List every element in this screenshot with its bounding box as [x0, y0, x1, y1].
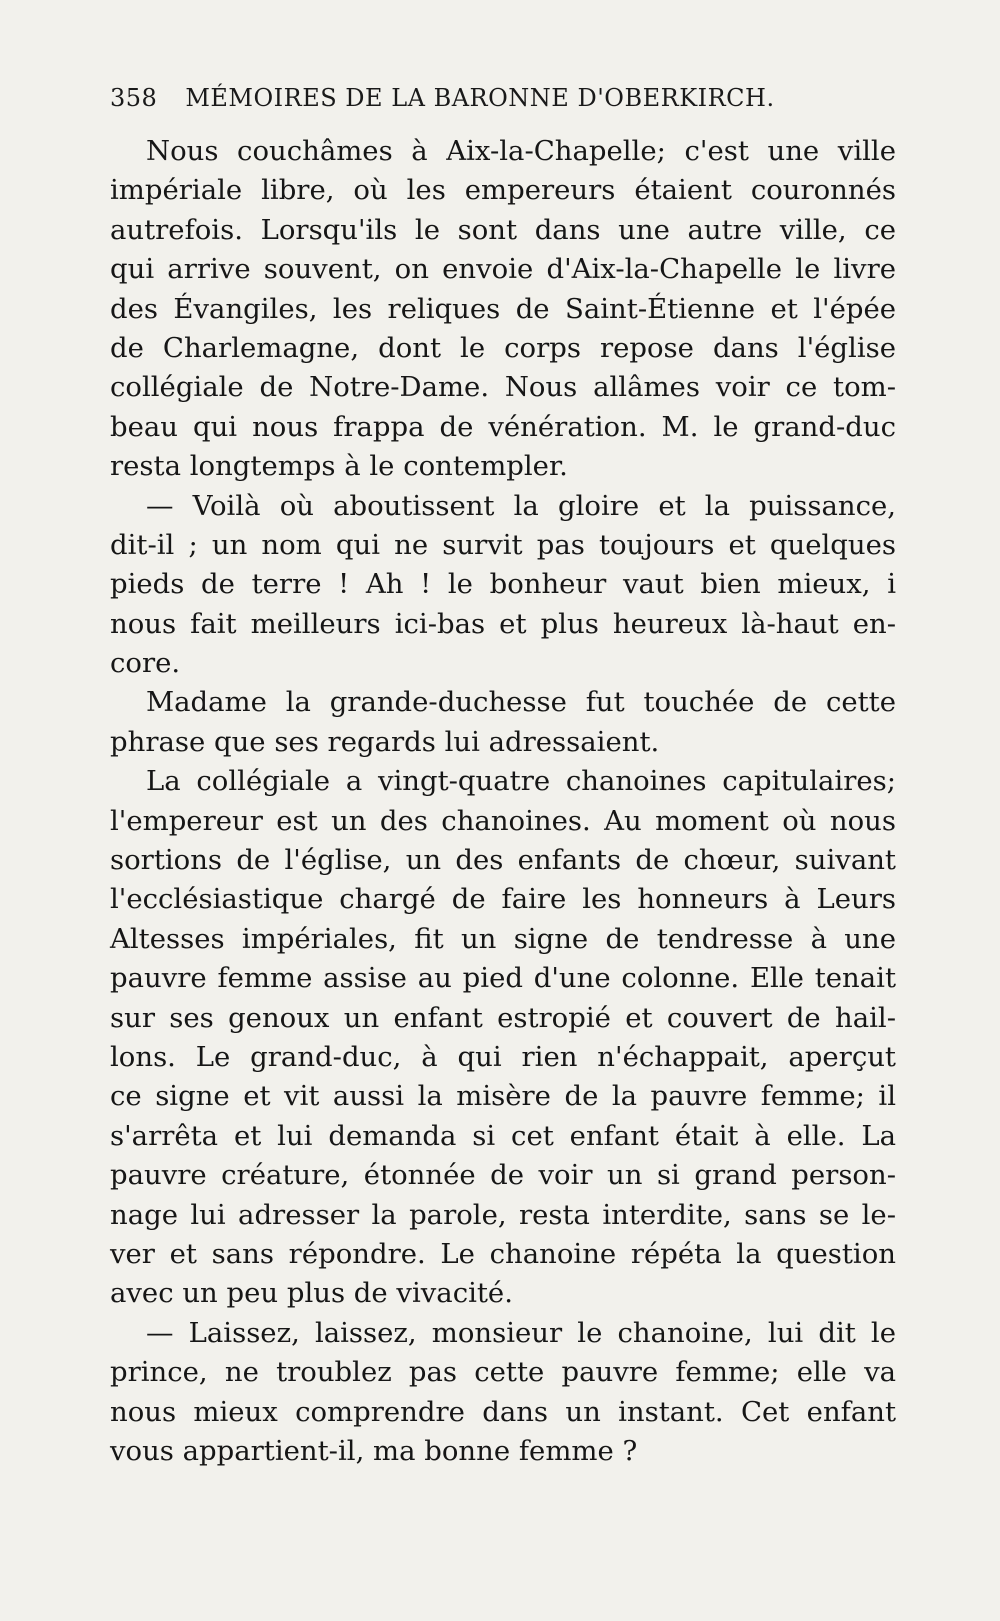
running-title: MÉMOIRES DE LA BARONNE D'OBERKIRCH.: [185, 84, 775, 112]
text-line: s'arrêta et lui demanda si cet enfant était à elle. La: [110, 1119, 896, 1152]
text-line: core.: [110, 647, 181, 680]
text-line: lons. Le grand-duc, à qui rien n'échappait, aperçut: [110, 1040, 896, 1073]
text-line: collégiale de Notre-Dame. Nous allâmes voir ce tom-: [110, 371, 896, 404]
text-line: ver et sans répondre. Le chanoine répéta la question: [110, 1237, 896, 1270]
text-line: pieds de terre ! Ah ! le bonheur vaut bien mieux, i: [110, 568, 896, 601]
text-line: l'empereur est un des chanoines. Au moment où nous: [110, 804, 896, 837]
text-line: nous mieux comprendre dans un instant. Cet enfant: [110, 1395, 896, 1428]
text-line: beau qui nous frappa de vénération. M. le grand-duc: [110, 410, 896, 443]
text-line: phrase que ses regards lui adressaient.: [110, 725, 660, 758]
text-line: des Évangiles, les reliques de Saint-Étienne et l'épée: [110, 292, 896, 325]
page-header: [110, 84, 890, 112]
text-line: qui arrive souvent, on envoie d'Aix-la-Chapelle le livre: [110, 253, 896, 286]
text-line: nous fait meilleurs ici-bas et plus heureux là-haut en-: [110, 607, 896, 640]
text-line: dit-il ; un nom qui ne survit pas toujours et quelques: [110, 528, 896, 561]
text-line: sortions de l'église, un des enfants de chœur, suivant: [110, 844, 896, 877]
text-line: de Charlemagne, dont le corps repose dans l'église: [110, 331, 896, 364]
text-line: ce signe et vit aussi la misère de la pauvre femme; il: [110, 1080, 896, 1113]
text-line: resta longtemps à le contempler.: [110, 450, 568, 483]
text-line: Nous couchâmes à Aix-la-Chapelle; c'est une ville: [146, 135, 896, 167]
text-line: vous appartient-il, ma bonne femme ?: [110, 1434, 638, 1467]
text-line: La collégiale a vingt-quatre chanoines capitulaires;: [146, 765, 896, 798]
text-line: pauvre femme assise au pied d'une colonne. Elle tenait: [110, 962, 896, 995]
text-line: Madame la grande-duchesse fut touchée de cette: [146, 686, 896, 719]
text-line: autrefois. Lorsqu'ils le sont dans une autre ville, ce: [110, 213, 896, 246]
page-number: 358: [110, 84, 158, 112]
text-line: sur ses genoux un enfant estropié et couvert de hail-: [110, 1001, 896, 1034]
text-line: nage lui adresser la parole, resta interdite, sans se le-: [110, 1198, 896, 1231]
text-line: pauvre créature, étonnée de voir un si grand person-: [110, 1159, 896, 1192]
text-line: l'ecclésiastique chargé de faire les honneurs à Leurs: [110, 883, 896, 916]
text-line: Altesses impériales, fit un signe de tendresse à une: [110, 922, 896, 955]
text-line: impériale libre, où les empereurs étaient couronnés: [110, 174, 896, 207]
text-line: prince, ne troublez pas cette pauvre femme; elle va: [110, 1356, 896, 1389]
text-line: avec un peu plus de vivacité.: [110, 1277, 513, 1310]
text-line: — Voilà où aboutissent la gloire et la puissance,: [146, 489, 896, 522]
body-text: [110, 132, 896, 1471]
text-line: — Laissez, laissez, monsieur le chanoine, lui dit le: [146, 1316, 896, 1349]
